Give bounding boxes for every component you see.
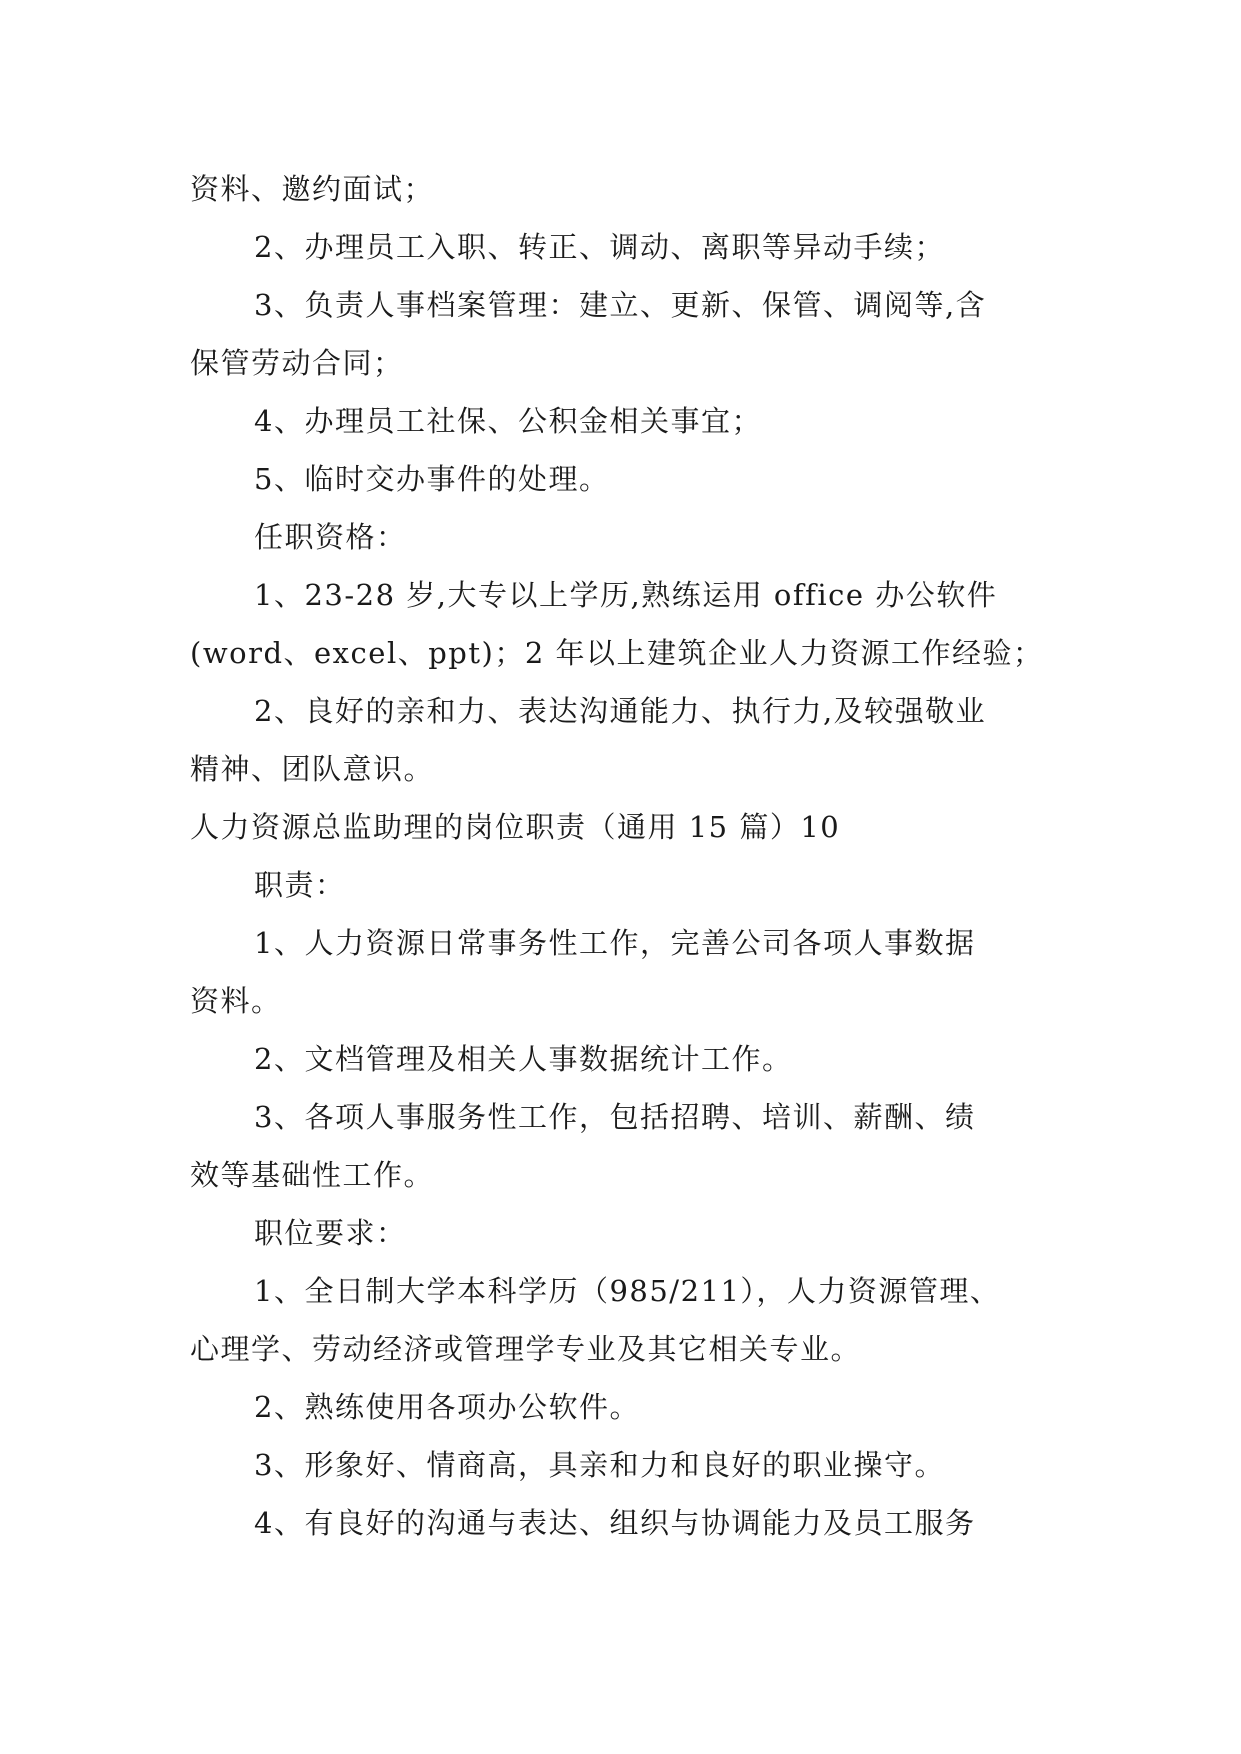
text-line: 2、良好的亲和力、表达沟通能力、执行力,及较强敬业 — [254, 694, 987, 728]
text-line: 2、熟练使用各项办公软件。 — [254, 1390, 640, 1424]
text-line: 1、23-28 岁,大专以上学历,熟练运用 office 办公软件 — [254, 578, 998, 612]
text-line: 5、临时交办事件的处理。 — [254, 462, 610, 496]
text-line: 资料、邀约面试； — [190, 172, 435, 206]
text-line: (word、excel、ppt)；2 年以上建筑企业人力资源工作经验； — [190, 636, 1044, 670]
text-line: 2、办理员工入职、转正、调动、离职等异动手续； — [254, 230, 945, 264]
text-line: 保管劳动合同； — [190, 346, 404, 380]
section-heading: 任职资格： — [254, 520, 407, 554]
text-line: 精神、团队意识。 — [190, 752, 435, 786]
text-line: 资料。 — [190, 984, 282, 1018]
section-heading: 职位要求： — [254, 1216, 407, 1250]
document-body — [190, 160, 1050, 1552]
text-line: 2、文档管理及相关人事数据统计工作。 — [254, 1042, 793, 1076]
text-line: 4、办理员工社保、公积金相关事宜； — [254, 404, 762, 438]
text-line: 4、有良好的沟通与表达、组织与协调能力及员工服务 — [254, 1506, 976, 1540]
text-line: 3、负责人事档案管理：建立、更新、保管、调阅等,含 — [254, 288, 987, 322]
text-line: 3、形象好、情商高，具亲和力和良好的职业操守。 — [254, 1448, 945, 1482]
text-line: 3、各项人事服务性工作，包括招聘、培训、薪酬、绩 — [254, 1100, 976, 1134]
text-line: 心理学、劳动经济或管理学专业及其它相关专业。 — [190, 1332, 862, 1366]
text-line: 1、人力资源日常事务性工作，完善公司各项人事数据 — [254, 926, 976, 960]
section-heading: 职责： — [254, 868, 346, 902]
text-line: 效等基础性工作。 — [190, 1158, 435, 1192]
text-line: 1、全日制大学本科学历（985/211），人力资源管理、 — [254, 1274, 1001, 1308]
article-title: 人力资源总监助理的岗位职责（通用 15 篇）10 — [190, 810, 841, 844]
